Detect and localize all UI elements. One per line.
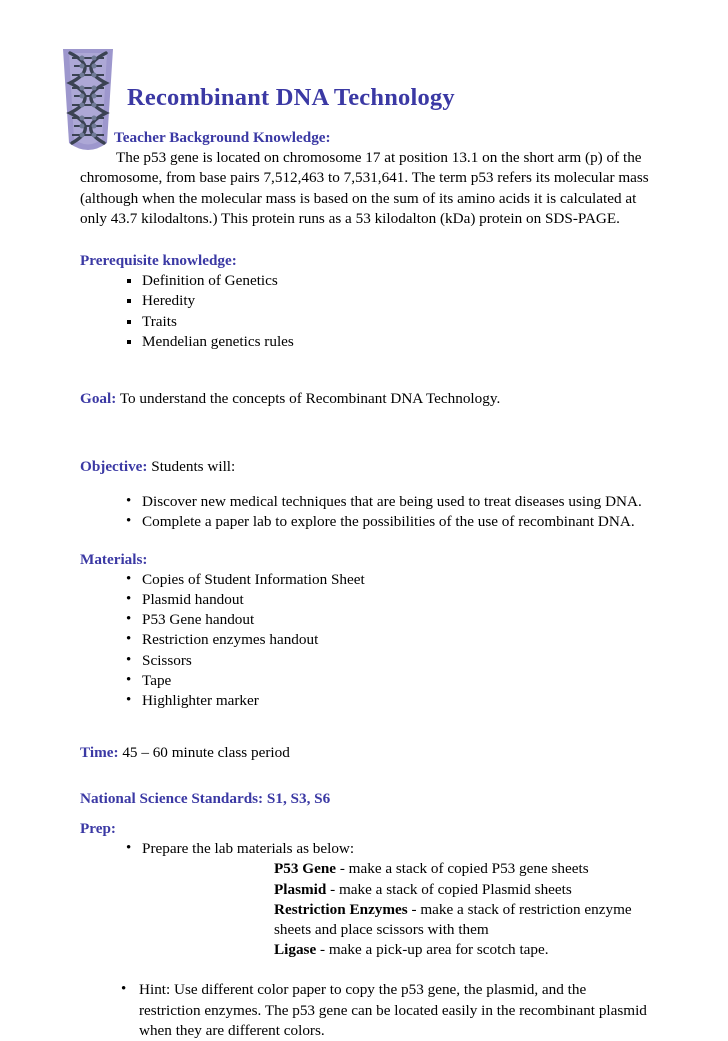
prep-hint-list — [80, 980, 650, 1041]
section-teacher-background — [80, 128, 650, 229]
prep-material-row — [274, 900, 650, 940]
teacher-background-paragraph: The p53 gene is located on chromosome 17 at position 13.1 on the short arm (p) of the chromosome, from base pairs 7,512,463 to 7,531,641. The term p53 refers its molecular mass (although when the molecular mass is based on the sum of its amino acids it is calculated at only 43.7 kilodaltons.) This protein runs as a 53 kilodalton (kDa) protein on SDS-PAGE. — [80, 149, 649, 227]
section-goal — [80, 389, 650, 409]
prep-material-row — [274, 940, 650, 960]
prep-term: Plasmid — [274, 880, 327, 898]
list-item: Heredity — [127, 291, 650, 311]
prep-term: P53 Gene — [274, 860, 337, 878]
prep-materials-block — [274, 859, 650, 960]
teacher-background-heading: Teacher Background Knowledge: — [114, 129, 331, 146]
section-objective — [80, 457, 650, 533]
spacer — [80, 352, 650, 374]
spacer — [80, 425, 650, 442]
section-standards — [80, 789, 650, 809]
section-prerequisite — [80, 251, 650, 352]
list-item: Mendelian genetics rules — [127, 332, 650, 352]
prerequisite-list — [80, 271, 650, 352]
standards-heading: National Science Standards: S1, S3, S6 — [80, 789, 331, 807]
page-title: Recombinant DNA Technology — [127, 84, 455, 111]
goal-text: To understand the concepts of Recombinant DNA Technology. — [119, 390, 501, 408]
section-time — [80, 743, 650, 763]
materials-list — [80, 570, 650, 711]
list-item: • Complete a paper lab to explore the possibilities of the use of recombinant DNA. — [127, 512, 650, 532]
list-item — [127, 839, 650, 960]
time-line — [80, 743, 650, 763]
list-item: • P53 Gene handout — [127, 610, 650, 630]
prep-term: Restriction Enzymes — [274, 900, 408, 918]
list-item: • Hint: Use different color paper to copy the p53 gene, the plasmid, and the restriction enzymes. The p53 gene can be located easily in the recombinant plasmid when they are different colors. — [122, 980, 650, 1041]
spacer — [80, 229, 650, 251]
list-item: • Scissors — [127, 651, 650, 671]
prep-description: - make a pick-up area for scotch tape. — [320, 941, 549, 959]
prep-material-row — [274, 859, 650, 879]
prep-intro: Prepare the lab materials as below: — [142, 840, 355, 858]
section-materials — [80, 550, 650, 712]
prerequisite-heading: Prerequisite knowledge: — [80, 252, 237, 270]
prep-description: - make a stack of copied P53 gene sheets — [339, 860, 589, 878]
section-prep — [80, 819, 650, 1041]
list-item: • Restriction enzymes handout — [127, 630, 650, 650]
spacer — [80, 960, 650, 980]
objective-line — [80, 457, 650, 477]
prep-description: - make a stack of copied Plasmid sheets — [330, 880, 572, 898]
list-item: Traits — [127, 312, 650, 332]
materials-heading: Materials: — [80, 550, 148, 568]
spacer — [80, 533, 650, 550]
prep-term: Ligase — [274, 941, 317, 959]
document-body — [80, 128, 650, 1041]
list-item: Definition of Genetics — [127, 271, 650, 291]
prep-material-row — [274, 880, 650, 900]
goal-label: Goal: — [80, 390, 117, 408]
objective-label: Objective: — [80, 457, 148, 475]
prep-list — [80, 839, 650, 960]
prep-heading: Prep: — [80, 820, 116, 837]
spacer — [80, 779, 650, 789]
prep-description: - make a stack of restriction enzyme sheets and place scissors with them — [274, 900, 632, 939]
list-item: • Copies of Student Information Sheet — [127, 570, 650, 590]
spacer — [80, 809, 650, 819]
list-item: • Discover new medical techniques that are being used to treat diseases using DNA. — [127, 492, 650, 512]
goal-line — [80, 389, 650, 409]
time-label: Time: — [80, 744, 119, 762]
list-item: • Plasmid handout — [127, 590, 650, 610]
objective-list — [80, 492, 650, 532]
list-item: • Highlighter marker — [127, 691, 650, 711]
list-item: • Tape — [127, 671, 650, 691]
time-text: 45 – 60 minute class period — [122, 744, 290, 762]
spacer — [80, 711, 650, 728]
objective-text: Students will: — [151, 457, 236, 475]
